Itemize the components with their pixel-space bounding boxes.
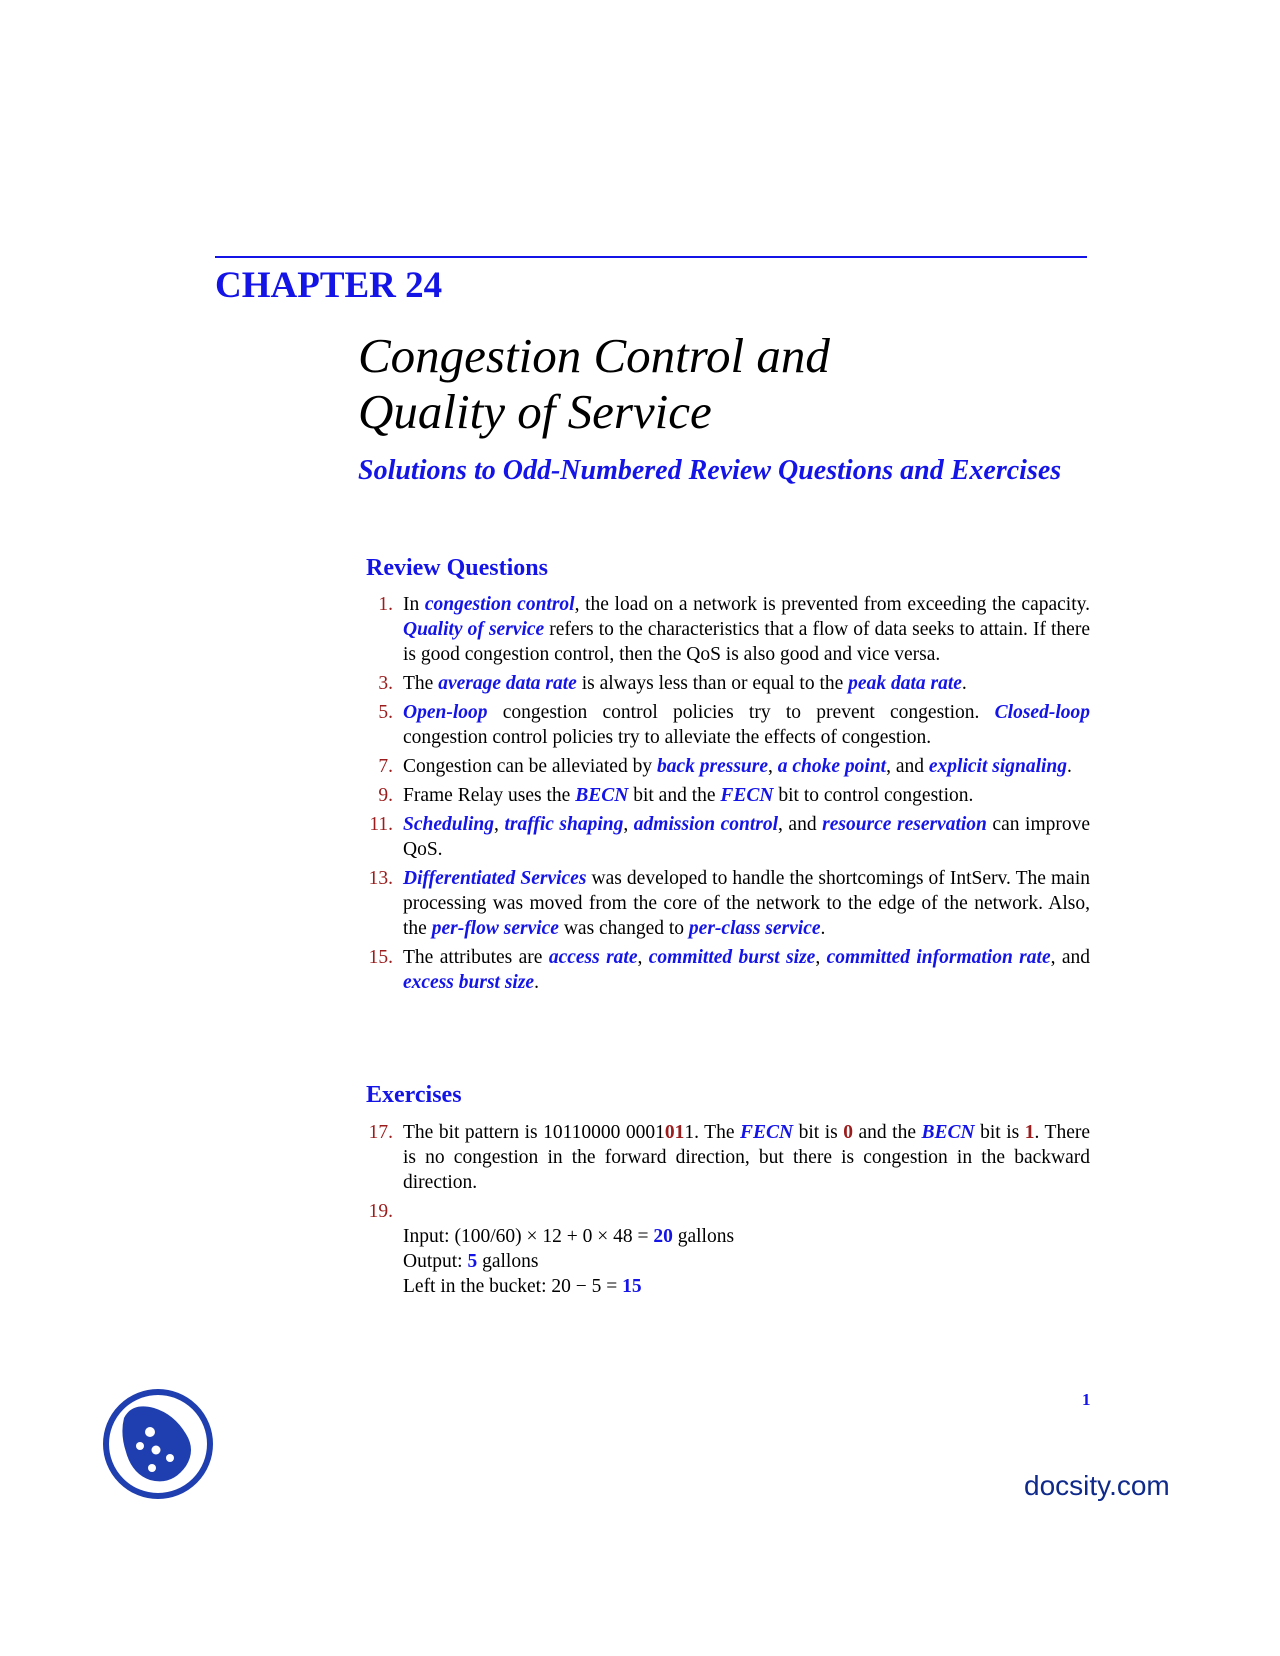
term: per-class service xyxy=(688,918,821,939)
term: congestion control xyxy=(424,594,575,615)
highlighted-bits: 01 xyxy=(664,1122,685,1143)
term: average data rate xyxy=(438,673,577,694)
text: was changed to xyxy=(558,918,689,939)
question-7 xyxy=(355,754,1090,779)
term: back pressure xyxy=(656,756,769,777)
text: . There is no congestion in the forward direction, but there is congestion in the backward direction. xyxy=(403,1122,1090,1193)
text: 1. The xyxy=(684,1122,741,1143)
exercises-heading: Exercises xyxy=(366,1082,462,1108)
question-number: 15. xyxy=(368,947,393,968)
text: Input: (100/60) × 12 + 0 × 48 = xyxy=(403,1226,654,1247)
question-number: 11. xyxy=(369,814,393,835)
text: refers to the characteristics that a flow of data seeks to attain. If there is good congestion control, then the QoS is also good and vice versa. xyxy=(403,619,1090,665)
chapter-subtitle: Solutions to Odd-Numbered Review Questions and Exercises xyxy=(358,455,1062,486)
term: committed burst size xyxy=(648,947,816,968)
bit-value: 1 xyxy=(1024,1122,1035,1143)
question-number: 5. xyxy=(378,702,393,723)
header-rule xyxy=(215,256,1087,258)
text: The attributes are xyxy=(403,947,549,968)
question-number: 9. xyxy=(378,785,393,806)
text: Frame Relay uses the xyxy=(403,785,576,806)
question-3 xyxy=(355,671,1090,696)
text: Congestion can be alleviated by xyxy=(403,756,657,777)
term: access rate xyxy=(548,947,638,968)
question-number: 7. xyxy=(378,756,393,777)
term: Quality of service xyxy=(403,619,545,640)
text: Left in the bucket: 20 − 5 = xyxy=(403,1276,623,1297)
calc-input xyxy=(403,1224,1090,1249)
term: Scheduling xyxy=(403,814,495,835)
question-5 xyxy=(355,700,1090,750)
result-value: 5 xyxy=(467,1251,478,1272)
title-line-1: Congestion Control and xyxy=(358,328,830,383)
text: The xyxy=(403,673,439,694)
text: . xyxy=(961,673,967,694)
term: committed information rate xyxy=(826,947,1051,968)
term: per-flow service xyxy=(431,918,559,939)
text: In xyxy=(403,594,425,615)
text: , xyxy=(623,814,634,835)
question-number: 1. xyxy=(378,594,393,615)
exercise-19 xyxy=(355,1199,1090,1299)
review-questions-list xyxy=(355,592,1090,999)
text: can improve QoS. xyxy=(403,814,1091,860)
title-line-2: Quality of Service xyxy=(358,384,712,439)
exercises-list xyxy=(355,1120,1090,1303)
term: BECN xyxy=(921,1122,975,1143)
text: bit is xyxy=(974,1122,1025,1143)
text: was developed to handle the shortcomings of IntServ. The main processing was moved from the core of the network to the edge of the network. Also, the xyxy=(403,868,1090,939)
brand-wordmark[interactable]: docsity.com xyxy=(1024,1470,1170,1501)
question-1 xyxy=(355,592,1090,667)
term: admission control xyxy=(633,814,779,835)
term: resource reservation xyxy=(822,814,987,835)
docsity-logo-icon xyxy=(102,1388,214,1500)
exercise-17 xyxy=(355,1120,1090,1195)
text: gallons xyxy=(672,1226,735,1247)
text: , and xyxy=(1050,947,1091,968)
text: is always less than or equal to the xyxy=(576,673,849,694)
question-number: 19. xyxy=(368,1201,393,1222)
text: bit and the xyxy=(628,785,721,806)
question-number: 13. xyxy=(368,868,393,889)
text: bit to control congestion. xyxy=(773,785,974,806)
question-number: 17. xyxy=(368,1122,393,1143)
text: . xyxy=(820,918,826,939)
text: , and xyxy=(886,756,929,777)
term: traffic shaping xyxy=(504,814,624,835)
text: congestion control policies try to alleviate the effects of congestion. xyxy=(403,727,932,748)
term: FECN xyxy=(720,785,774,806)
term: Open-loop xyxy=(403,702,488,723)
text: . xyxy=(534,972,539,993)
text: gallons xyxy=(477,1251,539,1272)
calc-line-blank xyxy=(403,1199,1090,1224)
term: a choke point xyxy=(777,756,887,777)
text: The bit pattern is 10110000 0001 xyxy=(403,1122,665,1143)
chapter-label: CHAPTER 24 xyxy=(215,265,443,306)
page-number: 1 xyxy=(1082,1390,1091,1409)
question-15 xyxy=(355,945,1090,995)
text: congestion control policies try to prevent congestion. xyxy=(487,702,995,723)
question-number: 3. xyxy=(378,673,393,694)
result-value: 15 xyxy=(622,1276,642,1297)
text: Output: xyxy=(403,1251,468,1272)
text: , xyxy=(637,947,649,968)
term: FECN xyxy=(740,1122,794,1143)
term: explicit signaling xyxy=(928,756,1068,777)
calc-left xyxy=(403,1274,1090,1299)
text: , the load on a network is prevented from exceeding the capacity. xyxy=(574,594,1090,615)
text: . xyxy=(1067,756,1072,777)
term: BECN xyxy=(575,785,629,806)
text: , xyxy=(815,947,827,968)
chapter-title xyxy=(358,328,830,440)
text: , xyxy=(768,756,778,777)
result-value: 20 xyxy=(653,1226,673,1247)
question-9 xyxy=(355,783,1090,808)
text: , xyxy=(494,814,505,835)
calc-output xyxy=(403,1249,1090,1274)
term: Differentiated Services xyxy=(403,868,587,889)
text: bit is xyxy=(793,1122,844,1143)
term: Closed-loop xyxy=(994,702,1090,723)
text: and the xyxy=(853,1122,922,1143)
term: excess burst size xyxy=(403,972,535,993)
term: peak data rate xyxy=(848,673,962,694)
review-questions-heading: Review Questions xyxy=(366,555,548,581)
question-13 xyxy=(355,866,1090,941)
text: , and xyxy=(778,814,823,835)
question-11 xyxy=(355,812,1090,862)
bit-value: 0 xyxy=(843,1122,853,1143)
